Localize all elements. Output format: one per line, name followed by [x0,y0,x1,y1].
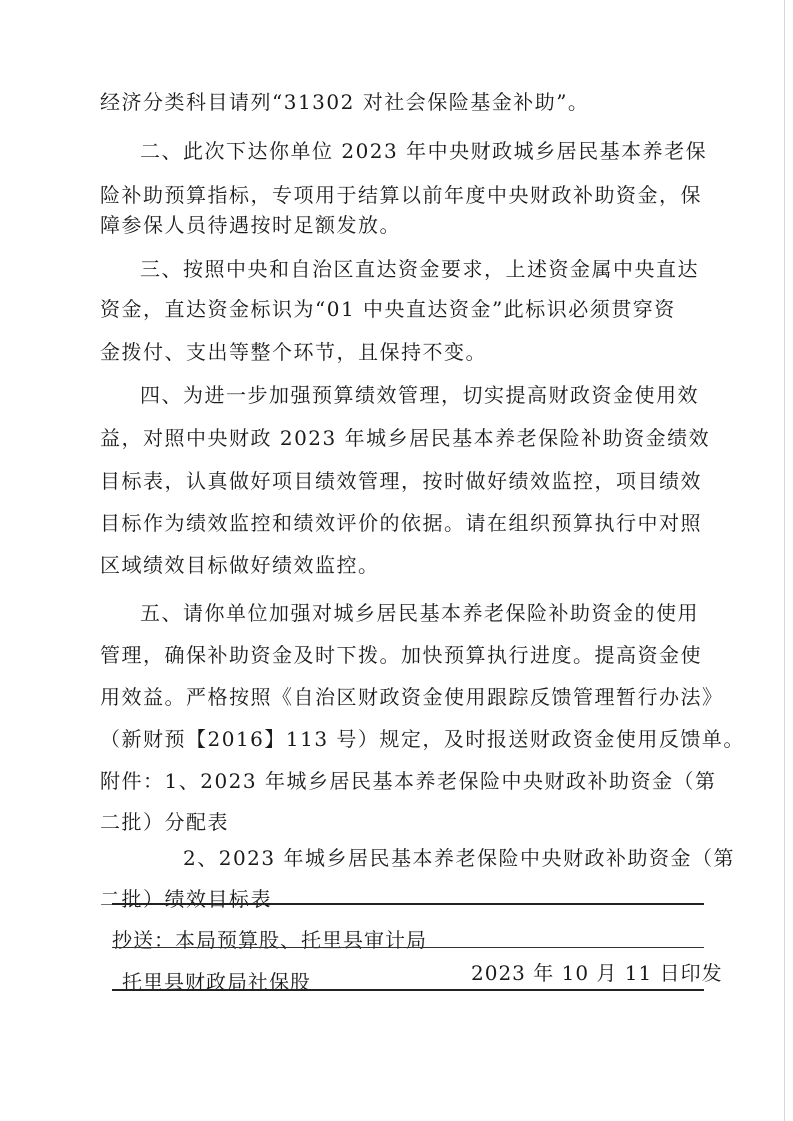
attachment-line-4: 二批）绩效目标表 [100,887,272,911]
body-line-6: 资金，直达资金标识为“01 中央直达资金”此标识必须贯穿资 [100,297,676,321]
body-line-9: 益，对照中央财政 2023 年城乡居民基本养老保险补助资金绩效 [100,426,711,450]
issuer: 托里县财政局社保股 [122,970,311,994]
footer-bottom-rule [112,989,704,991]
body-line-4: 障参保人员待遇按时足额发放。 [100,213,401,237]
attachment-line-3: 2、2023 年城乡居民基本养老保险中央财政补助资金（第 [183,846,735,870]
cc-bottom-rule [112,947,704,948]
issue-date: 2023 年 10 月 11 日印发 [471,961,723,985]
body-line-7: 金拨付、支出等整个环节，且保持不变。 [100,340,487,364]
body-line-3: 险补助预算指标，专项用于结算以前年度中央财政补助资金，保 [100,183,702,207]
body-line-14: 管理，确保补助资金及时下拨。加快预算执行进度。提高资金使 [100,643,702,667]
cc-top-rule [112,903,704,905]
page-edge [784,0,785,1121]
attachment-line-2: 二批）分配表 [100,810,229,834]
body-line-16: （新财预【2016】113 号）规定，及时报送财政资金使用反馈单。 [100,727,745,751]
body-line-2: 二、此次下达你单位 2023 年中央财政城乡居民基本养老保 [140,139,708,163]
body-line-12: 区域绩效目标做好绩效监控。 [100,553,380,577]
body-line-11: 目标作为绩效监控和绩效评价的依据。请在组织预算执行中对照 [100,511,702,535]
body-line-15: 用效益。严格按照《自治区财政资金使用跟踪反馈管理暂行办法》 [100,685,724,709]
cc-line: 抄送：本局预算股、托里县审计局 [112,928,427,952]
body-line-8: 四、为进一步加强预算绩效管理，切实提高财政资金使用效 [140,383,699,407]
body-line-5: 三、按照中央和自治区直达资金要求，上述资金属中央直达 [140,257,699,281]
attachment-line-1: 附件：1、2023 年城乡居民基本养老保险中央财政补助资金（第 [100,769,717,793]
body-line-10: 目标表，认真做好项目绩效管理，按时做好绩效监控，项目绩效 [100,469,702,493]
body-line-1: 经济分类科目请列“31302 对社会保险基金补助”。 [100,90,590,114]
body-line-13: 五、请你单位加强对城乡居民基本养老保险补助资金的使用 [140,601,699,625]
